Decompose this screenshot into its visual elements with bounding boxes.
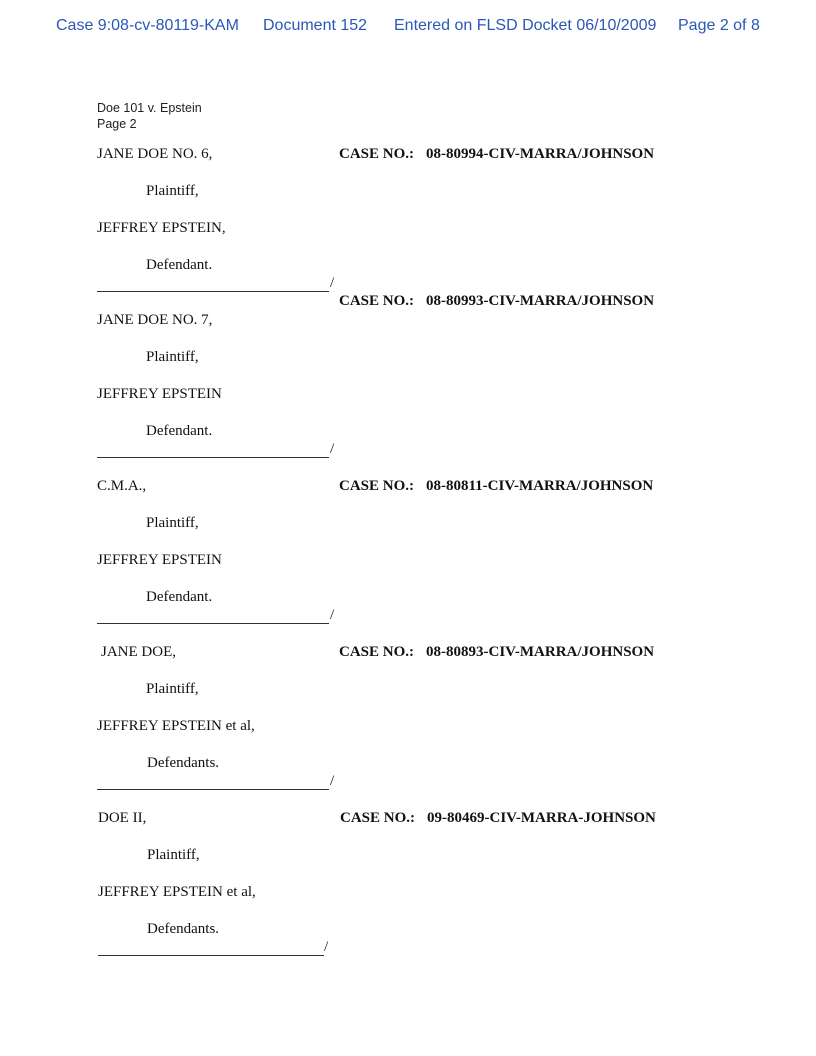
case-number bbox=[339, 644, 699, 664]
plaintiff-name: JANE DOE NO. 6, bbox=[97, 146, 213, 162]
defendant-name: JEFFREY EPSTEIN et al, bbox=[97, 718, 255, 734]
plaintiff-name: JANE DOE NO. 7, bbox=[97, 312, 213, 328]
running-header-page: Page 2 bbox=[97, 117, 137, 131]
plaintiff-role: Plaintiff, bbox=[146, 515, 199, 531]
caption-divider bbox=[97, 291, 329, 292]
case-number-value: 08-80993-CIV-MARRA/JOHNSON bbox=[426, 293, 655, 309]
case-number-label: CASE NO.: bbox=[339, 293, 415, 309]
caption-divider bbox=[98, 955, 324, 956]
case-number-value: 08-80994-CIV-MARRA/JOHNSON bbox=[426, 146, 655, 162]
plaintiff-name: C.M.A., bbox=[97, 478, 147, 494]
case-number bbox=[340, 810, 700, 830]
case-number-value: 08-80811-CIV-MARRA/JOHNSON bbox=[426, 478, 654, 494]
caption-slash: / bbox=[324, 939, 329, 955]
plaintiff-role: Plaintiff, bbox=[146, 183, 199, 199]
defendant-name: JEFFREY EPSTEIN bbox=[97, 386, 222, 402]
plaintiff-role: Plaintiff, bbox=[146, 349, 199, 365]
defendant-role: Defendants. bbox=[147, 921, 220, 937]
caption-slash: / bbox=[330, 275, 335, 291]
stamp-document-number: Document 152 bbox=[263, 17, 368, 34]
plaintiff-role: Plaintiff, bbox=[146, 681, 199, 697]
defendant-role: Defendant. bbox=[146, 257, 213, 273]
plaintiff-name: JANE DOE, bbox=[101, 644, 176, 660]
defendant-name: JEFFREY EPSTEIN et al, bbox=[98, 884, 256, 900]
case-number-label: CASE NO.: bbox=[339, 146, 415, 162]
defendant-role: Defendants. bbox=[147, 755, 220, 771]
caption-slash: / bbox=[330, 441, 335, 457]
defendant-name: JEFFREY EPSTEIN bbox=[97, 552, 222, 568]
plaintiff-name: DOE II, bbox=[98, 810, 147, 826]
case-number-label: CASE NO.: bbox=[339, 644, 415, 660]
caption-divider bbox=[97, 623, 329, 624]
stamp-case-number: Case 9:08-cv-80119-KAM bbox=[56, 17, 239, 34]
stamp-entered-date: Entered on FLSD Docket 06/10/2009 bbox=[394, 17, 657, 34]
case-number bbox=[339, 478, 699, 498]
caption-divider bbox=[97, 789, 329, 790]
caption-slash: / bbox=[330, 773, 335, 789]
case-number bbox=[339, 293, 699, 313]
caption-slash: / bbox=[330, 607, 335, 623]
running-header-title: Doe 101 v. Epstein bbox=[97, 101, 202, 115]
stamp-page-count: Page 2 of 8 bbox=[678, 17, 760, 34]
case-number-value: 09-80469-CIV-MARRA-JOHNSON bbox=[427, 810, 656, 826]
case-number-label: CASE NO.: bbox=[340, 810, 416, 826]
caption-divider bbox=[97, 457, 329, 458]
defendant-name: JEFFREY EPSTEIN, bbox=[97, 220, 226, 236]
defendant-role: Defendant. bbox=[146, 423, 213, 439]
case-number-value: 08-80893-CIV-MARRA/JOHNSON bbox=[426, 644, 655, 660]
case-number-label: CASE NO.: bbox=[339, 478, 415, 494]
plaintiff-role: Plaintiff, bbox=[147, 847, 200, 863]
defendant-role: Defendant. bbox=[146, 589, 213, 605]
